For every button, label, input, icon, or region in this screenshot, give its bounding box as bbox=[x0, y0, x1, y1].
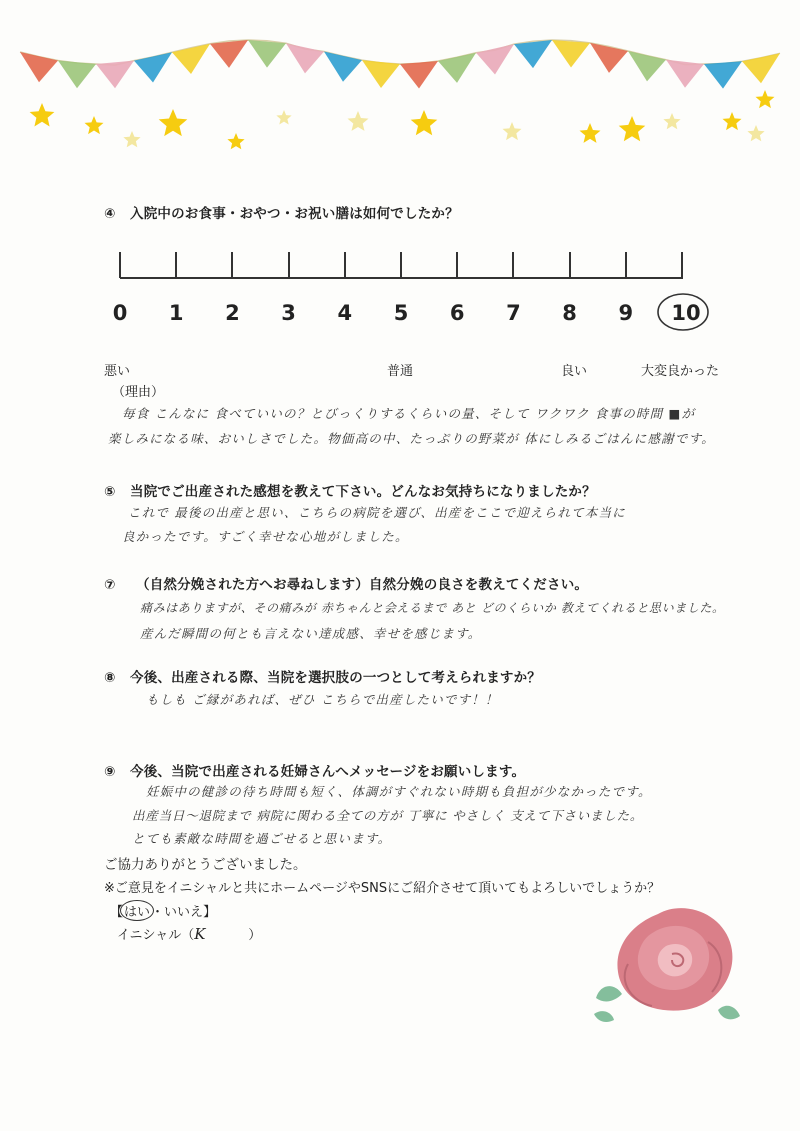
q4-answer-line-2: 楽しみになる味、おいしさでした。物価高の中、たっぷりの野菜が 体にしみるごはんに感謝です。 bbox=[108, 431, 715, 446]
question-text: 今後、当院で出産される妊婦さんへメッセージをお願いします。 bbox=[130, 764, 526, 780]
star-icon bbox=[580, 123, 601, 143]
reason-label: （理由） bbox=[112, 385, 165, 400]
scale-tick bbox=[119, 252, 121, 278]
q9-answer-line-1: 妊娠中の健診の待ち時間も短く、体調がすぐれない時期も負担が少なかったです。 bbox=[146, 784, 652, 799]
consent-question: ※ご意見をイニシャルと共にホームページやSNSにご紹介させて頂いてもよろしいでしょうか？ bbox=[104, 881, 661, 896]
scale-tick bbox=[288, 252, 290, 278]
pennant-flag bbox=[704, 61, 742, 88]
star-icon bbox=[123, 131, 140, 147]
label-great: 大変良かった bbox=[641, 364, 720, 379]
scale-number-9[interactable]: 9 bbox=[618, 301, 634, 325]
pennant-flag bbox=[362, 60, 400, 88]
pennant-flag bbox=[172, 44, 210, 74]
star-icon bbox=[663, 113, 680, 129]
question-4 bbox=[104, 202, 459, 222]
scale-number-8[interactable]: 8 bbox=[562, 301, 577, 325]
scale-tick bbox=[344, 252, 346, 278]
pennant-flag bbox=[742, 53, 780, 83]
question-number: ⑨ bbox=[104, 764, 116, 780]
q9-answer-line-2: 出産当日～退院まで 病院に関わる全ての方が 丁寧に やさしく 支えて下さいました。 bbox=[132, 808, 644, 823]
question-number: ⑧ bbox=[104, 670, 116, 686]
separator: ・ bbox=[151, 905, 165, 920]
scale-tick bbox=[681, 252, 683, 278]
question-number: ⑤ bbox=[104, 484, 116, 500]
pennant-flag bbox=[58, 60, 96, 88]
pennant-flag bbox=[552, 40, 590, 67]
pennant-flag bbox=[324, 51, 362, 81]
pennant-flag bbox=[286, 43, 324, 73]
pennant-flag bbox=[666, 60, 704, 88]
scale-number-0[interactable]: 0 bbox=[112, 301, 128, 325]
bracket-close: 】 bbox=[203, 905, 217, 920]
pennant-flag bbox=[400, 61, 438, 89]
pennant-flag bbox=[248, 40, 286, 68]
label-good: 良い bbox=[561, 364, 588, 379]
pennant-flag bbox=[476, 44, 514, 74]
q9-answer-line-3: とても素敵な時間を過ごせると思います。 bbox=[132, 831, 392, 846]
label-bad: 悪い bbox=[104, 364, 131, 379]
q7-answer-line-2: 産んだ瞬間の何とも言えない達成感、幸せを感じます。 bbox=[140, 626, 482, 641]
q7-answer-line-1: 痛みはありますが、その痛みが 赤ちゃんと会えるまで あと どのくらいか 教えてくれると思いました。 bbox=[140, 601, 725, 615]
star-icon bbox=[85, 116, 104, 134]
label-normal: 普通 bbox=[387, 364, 414, 379]
rose-illustration bbox=[588, 902, 748, 1034]
star-icon bbox=[747, 125, 764, 141]
bracket-open: 【 bbox=[110, 905, 124, 920]
pennant-flag bbox=[134, 52, 172, 82]
star-icon bbox=[348, 111, 369, 131]
consent-options bbox=[110, 901, 216, 920]
pennant-flag bbox=[20, 52, 58, 82]
question-5 bbox=[104, 480, 596, 500]
scale-number-1[interactable]: 1 bbox=[168, 301, 184, 325]
selected-circle bbox=[655, 290, 713, 334]
question-text: （自然分娩された方へお尋ねします）自然分娩の良さを教えてください。 bbox=[136, 577, 589, 593]
scale-tick bbox=[175, 252, 177, 278]
scale-number-5[interactable]: 5 bbox=[393, 301, 409, 325]
initial-field bbox=[117, 924, 261, 943]
scale-tick bbox=[231, 252, 233, 278]
question-text: 今後、出産される際、当院を選択肢の一つとして考えられますか？ bbox=[130, 670, 541, 686]
q5-answer-line-2: 良かったです。すごく幸せな心地がしました。 bbox=[122, 529, 409, 544]
question-number: ④ bbox=[104, 206, 116, 222]
pennant-flag bbox=[210, 40, 248, 68]
scale-tick bbox=[512, 252, 514, 278]
scale-tick bbox=[569, 252, 571, 278]
scale-tick bbox=[625, 252, 627, 278]
q8-answer-line-1: もしも ご縁があれば、ぜひ こちらで出産したいです！！ bbox=[146, 692, 499, 707]
scale-number-6[interactable]: 6 bbox=[449, 301, 465, 325]
question-text: 入院中のお食事・おやつ・お祝い膳は如何でしたか？ bbox=[130, 206, 459, 222]
star-icon bbox=[723, 112, 742, 130]
initial-label: イニシャル（ bbox=[117, 928, 195, 943]
star-icon bbox=[619, 116, 646, 141]
pennant-flag bbox=[590, 43, 628, 73]
star-icon bbox=[159, 109, 188, 136]
scale-tick bbox=[456, 252, 458, 278]
scale-number-4[interactable]: 4 bbox=[337, 301, 353, 325]
option-yes[interactable]: はい bbox=[120, 900, 154, 921]
question-text: 当院でご出産された感想を教えて下さい。どんなお気持ちになりましたか？ bbox=[130, 484, 596, 500]
initial-value[interactable]: K bbox=[194, 925, 206, 943]
scale-number-10[interactable]: 10 bbox=[671, 301, 701, 325]
pennant-flag bbox=[628, 51, 666, 81]
star-icon bbox=[276, 110, 291, 125]
scale-tick bbox=[400, 252, 402, 278]
star-icon bbox=[411, 110, 438, 135]
option-no[interactable]: いいえ bbox=[164, 905, 204, 920]
q5-answer-line-1: これで 最後の出産と思い、こちらの病院を選び、出産をここで迎えられて本当に bbox=[128, 505, 626, 520]
question-8 bbox=[104, 666, 541, 686]
star-icon bbox=[756, 90, 775, 108]
pennant-flag bbox=[96, 61, 134, 89]
question-number: ⑦ bbox=[104, 577, 116, 593]
thanks-text: ご協力ありがとうございました。 bbox=[104, 857, 307, 873]
pennant-flag bbox=[438, 53, 476, 83]
bunting-banner bbox=[0, 0, 800, 170]
pennant-flag bbox=[514, 40, 552, 68]
star-icon bbox=[227, 133, 244, 149]
question-7 bbox=[104, 573, 588, 593]
star-icon bbox=[503, 122, 522, 140]
star-icon bbox=[30, 103, 55, 127]
scale-number-3[interactable]: 3 bbox=[281, 301, 296, 325]
q4-answer-line-1: 毎食 こんなに 食べていいの？とびっくりするくらいの量、そして ワクワク 食事の時間 ■が bbox=[122, 406, 696, 421]
scale-number-7[interactable]: 7 bbox=[506, 301, 521, 325]
initial-close: ） bbox=[248, 928, 262, 943]
question-9 bbox=[104, 760, 525, 780]
scale-number-2[interactable]: 2 bbox=[225, 301, 240, 325]
